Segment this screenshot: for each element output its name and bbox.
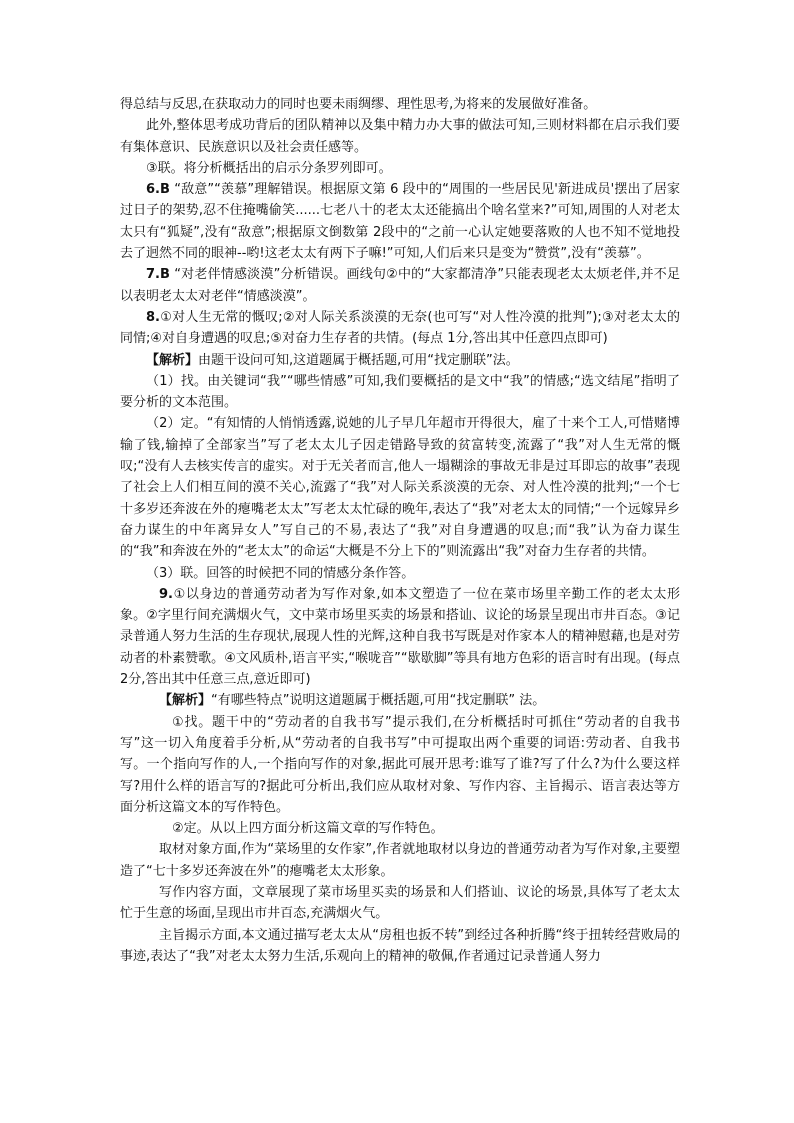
paragraph-text: “敌意”“羡慕”理解错误。根据原文第 6 段中的“周围的一些居民见'新进成员'摆出了居家过日子的架势,忍不住掩嘴偷笑......七老八十的老太太还能搞出个啥名堂来?”可知,周围的人对老太太只有“狐疑”,没有“敌意”;根据原文倒数第 2段中的“之前一心认定她要落败的人也不知不觉地投去了迥然不同的眼神--哟!这老太太有两下子嘛!”可知,人们后来只是变为“赞赏”,没有“羡慕”。: [120, 182, 680, 262]
item-number: 6.B: [146, 182, 170, 198]
item-number: 7.B: [146, 267, 170, 283]
paragraph: [120, 371, 680, 414]
paragraph: [120, 94, 680, 115]
paragraph: [120, 158, 680, 179]
paragraph: [120, 584, 680, 690]
paragraph: [120, 179, 680, 264]
paragraph-text: （3）联。回答的时候把不同的情感分条作答。: [146, 565, 415, 581]
paragraph-text: （2）定。“有知情的人悄悄透露,说她的儿子早几年超市开得很大，雇了十来个工人,可惜赌博输了钱,输掉了全部家当”写了老太太儿子因走错路导致的贫富转变,流露了“我”对人生无常的慨叹;“没有人去核实传言的虚实。对于无关者而言,他人一塌糊涂的事故无非是过耳即忘的故事”表现了社会上人们相互间的漠不关心,流露了“我”对人际关系淡漠的无奈、对人性冷漠的批判;“一个七十多岁还奔波在外的瘪嘴老太太”写老太太忙碌的晚年,表达了“我”对老太太的同情;“一个远嫁异乡奋力谋生的中年离异女人”写自己的不易,表达了“我”对自身遭遇的叹息;而“我”认为奋力谋生的“我”和奔波在外的“老太太”的命运“大概是不分上下的”则流露出“我”对奋力生存者的共情。: [120, 416, 680, 560]
paragraph-text: ①对人生无常的慨叹;②对人际关系淡漠的无奈(也可写“对人性冷漠的批判”);③对老太太的同情;④对自身遭遇的叹息;⑤对奋力生存者的共情。(每点 1分,答出其中任意四点即可): [120, 309, 680, 347]
paragraph-text: 由题干设问可知,这道题属于概括题,可用“找定删联”法。: [198, 352, 519, 368]
paragraph: [120, 350, 680, 371]
paragraph: [120, 839, 680, 882]
paragraph-text: ①找。题干中的“劳动者的自我书写”提示我们,在分析概括时可抓住“劳动者的自我书写”这一切入角度着手分析,从“劳动者的自我书写”中可提取出两个重要的词语:劳动者、自我书写。一个指向写作的人,一个指向写作的对象,据此可展开思考:谁写了谁?写了什么?为什么要这样写?用什么样的语言写的?据此可分析出,我们应从取材对象、写作内容、主旨揭示、语言表达等方面分析这篇文本的写作特色。: [120, 714, 680, 815]
paragraph-text: 主旨揭示方面,本文通过描写老太太从“房租也扳不转”到经过各种折腾“终于扭转经营败局的事迹,表达了“我”对老太太努力生活,乐观向上的精神的敬佩,作者通过记录普通人努力: [120, 927, 680, 964]
paragraph: [120, 563, 680, 584]
paragraph-text: ②定。从以上四方面分析这篇文章的写作特色。: [172, 821, 444, 837]
paragraph: [120, 882, 680, 925]
paragraph-text: 此外,整体思考成功背后的团队精神以及集中精力办大事的做法可知,三则材料都在启示我们要有集体意识、民族意识以及社会责任感等。: [120, 118, 680, 155]
paragraph-text: “对老伴情感淡漠”分析错误。画线句②中的“大家都清净”只能表现老太太烦老伴,并不足以表明老太太对老伴“情感淡漠”。: [120, 267, 680, 304]
paragraph: [120, 264, 680, 307]
paragraph: [120, 925, 680, 968]
paragraph-text: （1）找。由关键词“我”“哪些情感”可知,我们要概括的是文中“我”的情感;“选文结尾”指明了要分析的文本范围。: [120, 373, 680, 411]
paragraph-text: 取材对象方面,作为“菜场里的女作家”,作者就地取材以身边的普通劳动者为写作对象,主要塑造了“七十多岁还奔波在外”的瘪嘴老太太形象。: [120, 842, 680, 879]
paragraph: [120, 413, 680, 562]
paragraph: [120, 307, 680, 350]
paragraph: [120, 690, 680, 711]
paragraph-text: ③联。将分析概括出的启示分条罗列即可。: [146, 160, 392, 176]
item-number: 8.: [146, 309, 160, 325]
item-number: 【解析】: [159, 693, 212, 709]
paragraph: [120, 115, 680, 158]
answer-analysis-page: [120, 94, 680, 967]
item-number: 9.: [159, 586, 173, 602]
paragraph: [120, 818, 680, 839]
paragraph: [120, 712, 680, 818]
paragraph-text: 写作内容方面，文章展现了菜市场里买卖的场景和人们搭讪、议论的场景,具体写了老太太忙于生意的场面,呈现出市井百态,充满烟火气。: [120, 884, 680, 922]
item-number: 【解析】: [146, 352, 199, 368]
paragraph-text: ①以身边的普通劳动者为写作对象,如本文塑造了一位在菜市场里辛勤工作的老太太形象。②字里行间充满烟火气，文中菜市场里买卖的场景和搭讪、议论的场景呈现出市井百态。③记录普通人努力生活的生存现状,展现人性的光辉,这种自我书写既是对作家本人的精神慰藉,也是对劳动者的朴素赞歌。④文风质朴,语言平实,“喉咙音”“歇歇脚”等具有地方色彩的语言时有出现。(每点 2分,答出其中任意三点,意近即可): [120, 586, 680, 688]
paragraph-text: “有哪些特点”说明这道题属于概括题,可用“找定删联” 法。: [211, 693, 546, 709]
paragraph-text: 得总结与反思,在获取动力的同时也要未雨绸缪、理性思考,为将来的发展做好准备。: [120, 97, 597, 112]
